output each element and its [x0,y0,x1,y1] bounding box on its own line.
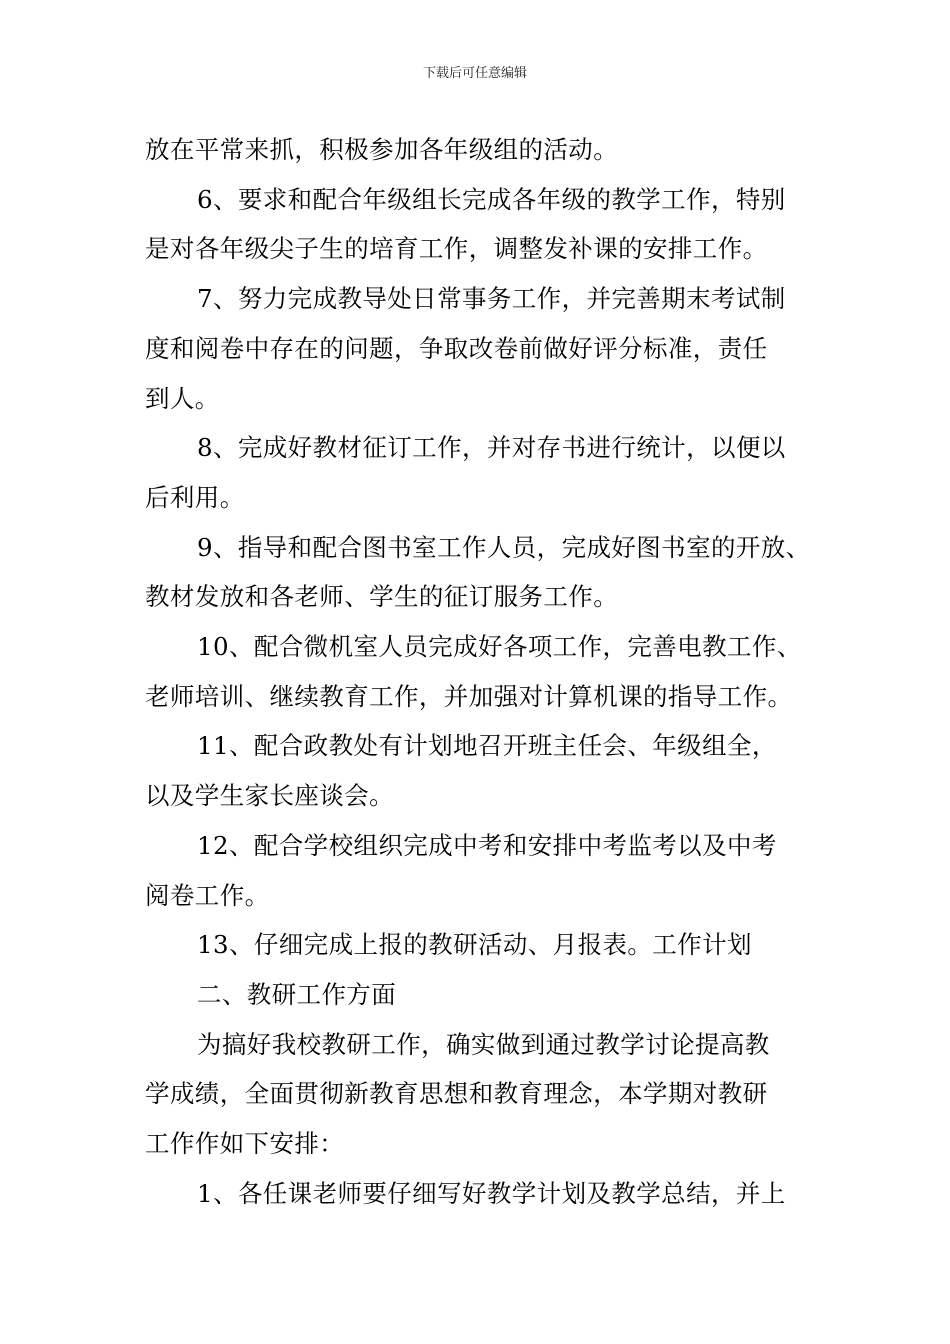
text-line: 老师培训、继续教育工作，并加强对计算机课的指导工作。 [145,681,793,711]
text-line: 放在平常来抓，积极参加各年级组的活动。 [145,135,619,164]
page-header: 下载后可任意编辑 [422,66,527,81]
text-line: 12、配合学校组织完成中考和安排中考监考以及中考 [197,830,777,860]
text-line: 为搞好我校教研工作，确实做到通过教学讨论提高教 [197,1029,770,1059]
text-line: 学成绩，全面贯彻新教育思想和教育理念，本学期对教研 [145,1079,768,1109]
text-line: 8、完成好教材征订工作，并对存书进行统计，以便以 [197,433,786,463]
text-line: 10、配合微机室人员完成好各项工作，完善电教工作、 [197,632,802,662]
section-heading: 二、教研工作方面 [197,979,397,1009]
text-line: 11、配合政教处有计划地召开班主任会、年级组全， [197,731,777,761]
text-line: 教材发放和各老师、学生的征订服务工作。 [145,582,619,612]
text-line: 阅卷工作。 [145,880,270,910]
document-body [145,125,810,1218]
text-line: 到人。 [145,383,220,413]
text-line: 工作作如下安排： [145,1129,345,1159]
text-line: 1、各任课老师要仔细写好教学计划及教学总结，并上 [197,1178,786,1208]
text-line: 是对各年级尖子生的培育工作，调整发补课的安排工作。 [145,234,768,264]
text-line: 9、指导和配合图书室工作人员，完成好图书室的开放、 [197,532,811,562]
text-line: 后利用。 [145,482,245,512]
text-line: 以及学生家长座谈会。 [145,781,394,811]
text-line: 6、要求和配合年级组长完成各年级的教学工作，特别 [197,184,786,214]
text-line: 度和阅卷中存在的问题，争取改卷前做好评分标准，责任 [145,333,768,363]
text-line: 13、仔细完成上报的教研活动、月报表。工作计划 [197,930,752,960]
text-line: 7、努力完成教导处日常事务工作，并完善期末考试制 [197,284,786,314]
